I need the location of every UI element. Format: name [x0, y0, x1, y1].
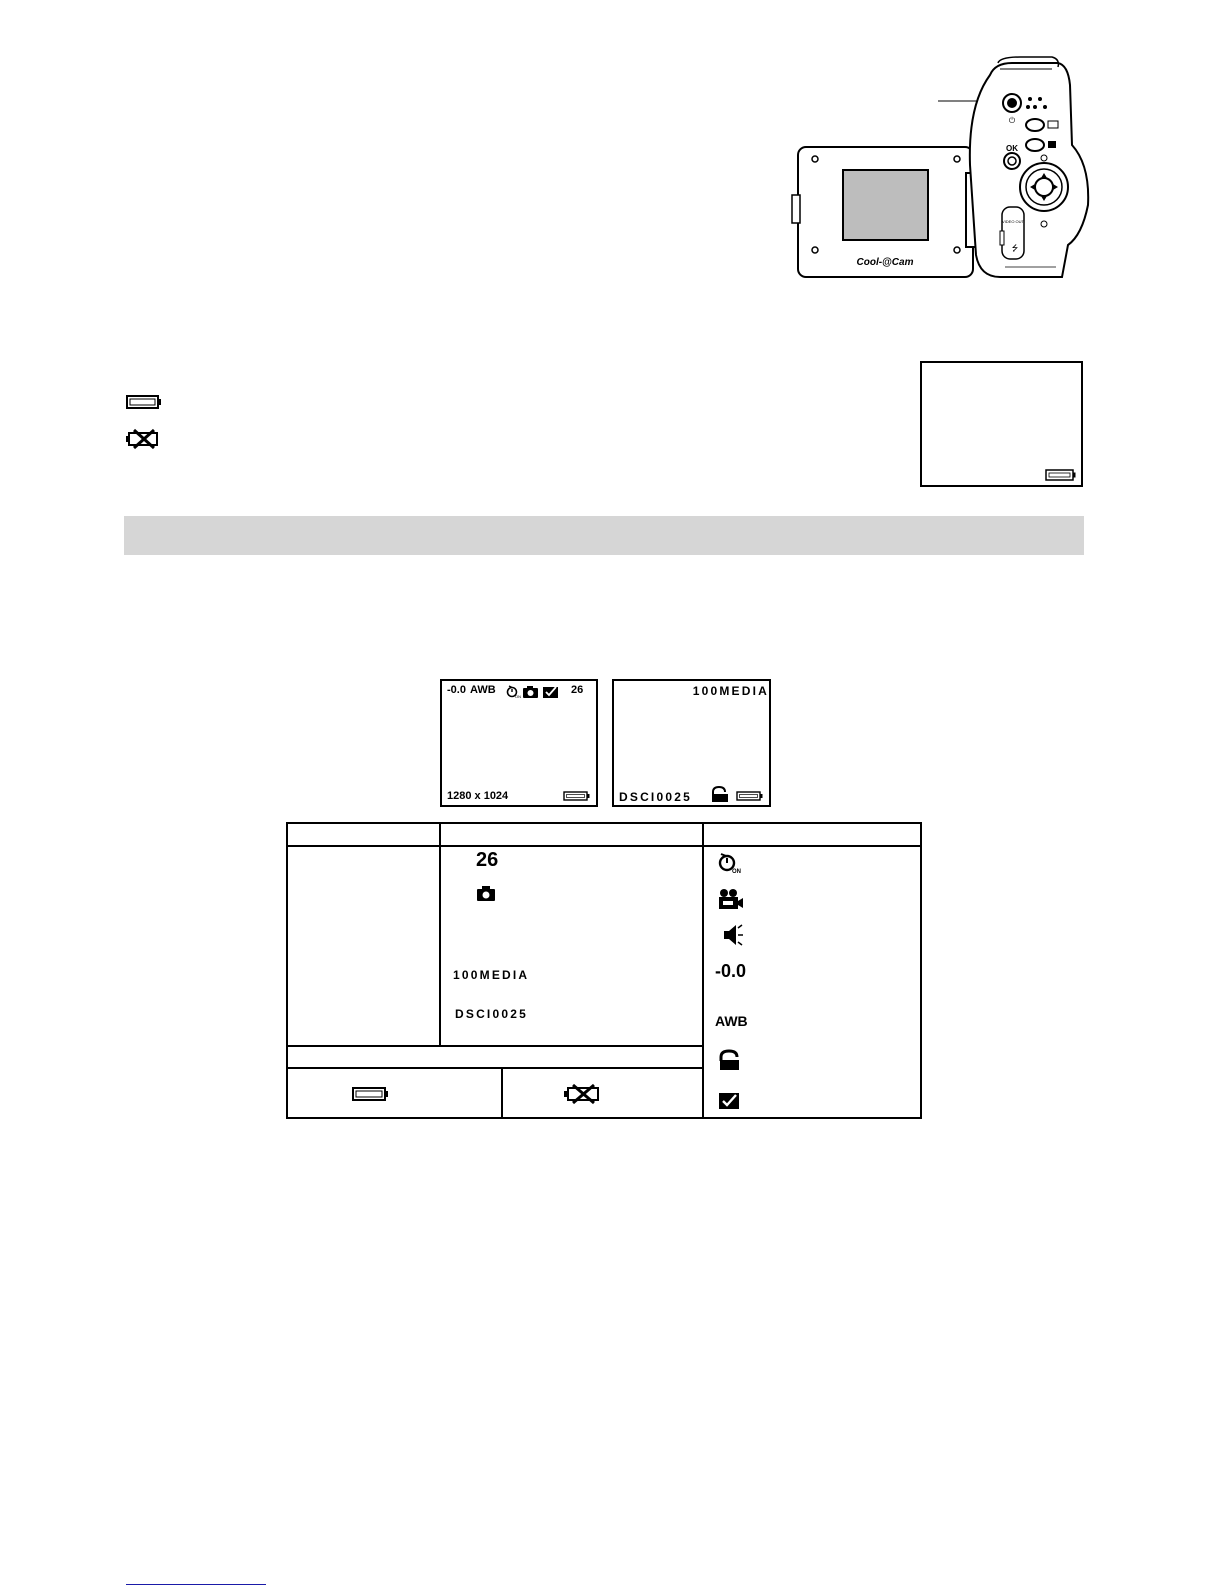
video-out-label: VIDEO OUT: [1001, 219, 1025, 224]
resolution-value: 1280 x 1024: [447, 790, 509, 802]
battery-empty-icon: [564, 1084, 602, 1104]
camera-brand-label: Cool-@Cam: [856, 257, 914, 268]
checkbox-icon: [542, 685, 559, 698]
ok-label: OK: [1006, 144, 1018, 153]
mode-button: [1026, 139, 1044, 151]
speaker-icon: [722, 923, 744, 947]
battery-full-icon: [1045, 469, 1077, 481]
video-camera-icon: [718, 888, 744, 910]
svg-text:ON: ON: [732, 869, 741, 875]
lcd-icon-table: [286, 822, 922, 1119]
menu-button: [1026, 119, 1044, 131]
exposure-label: -0.0: [715, 961, 747, 981]
shots-remaining-label: 26: [476, 849, 499, 871]
battery-full-icon: [563, 791, 591, 801]
camera-illustration: [790, 55, 1100, 295]
svg-text:ON: ON: [515, 694, 521, 699]
lcd-screen: [843, 170, 928, 240]
camera-icon: [522, 685, 539, 698]
battery-full-icon: [352, 1086, 390, 1102]
exposure-value: -0.0: [447, 684, 466, 696]
playback-mode-screen: [612, 679, 771, 807]
battery-full-icon: [126, 394, 162, 410]
file-name: DSCI0025: [619, 790, 692, 804]
checkbox-icon: [718, 1092, 740, 1110]
folder-name: 100MEDIA: [692, 684, 769, 698]
self-timer-icon: [506, 685, 520, 698]
shots-remaining: 26: [571, 684, 584, 696]
svg-text:⏻: ⏻: [1008, 116, 1016, 125]
white-balance-label: AWB: [715, 1013, 748, 1029]
white-balance-value: AWB: [470, 684, 496, 696]
battery-full-icon: [736, 791, 764, 801]
file-name-label: DSCI0025: [455, 1007, 528, 1021]
capture-mode-screen: [440, 679, 598, 807]
lcd-preview-box: [920, 361, 1083, 487]
lock-icon: [718, 1049, 740, 1071]
camera-icon: [476, 885, 496, 901]
battery-empty-icon: [126, 430, 162, 448]
self-timer-icon: [718, 852, 740, 874]
lock-icon: [711, 786, 728, 802]
section-header-bar: [124, 516, 1084, 555]
folder-name-label: 100MEDIA: [453, 968, 530, 982]
svg-text:⭍: ⭍: [1011, 244, 1019, 253]
